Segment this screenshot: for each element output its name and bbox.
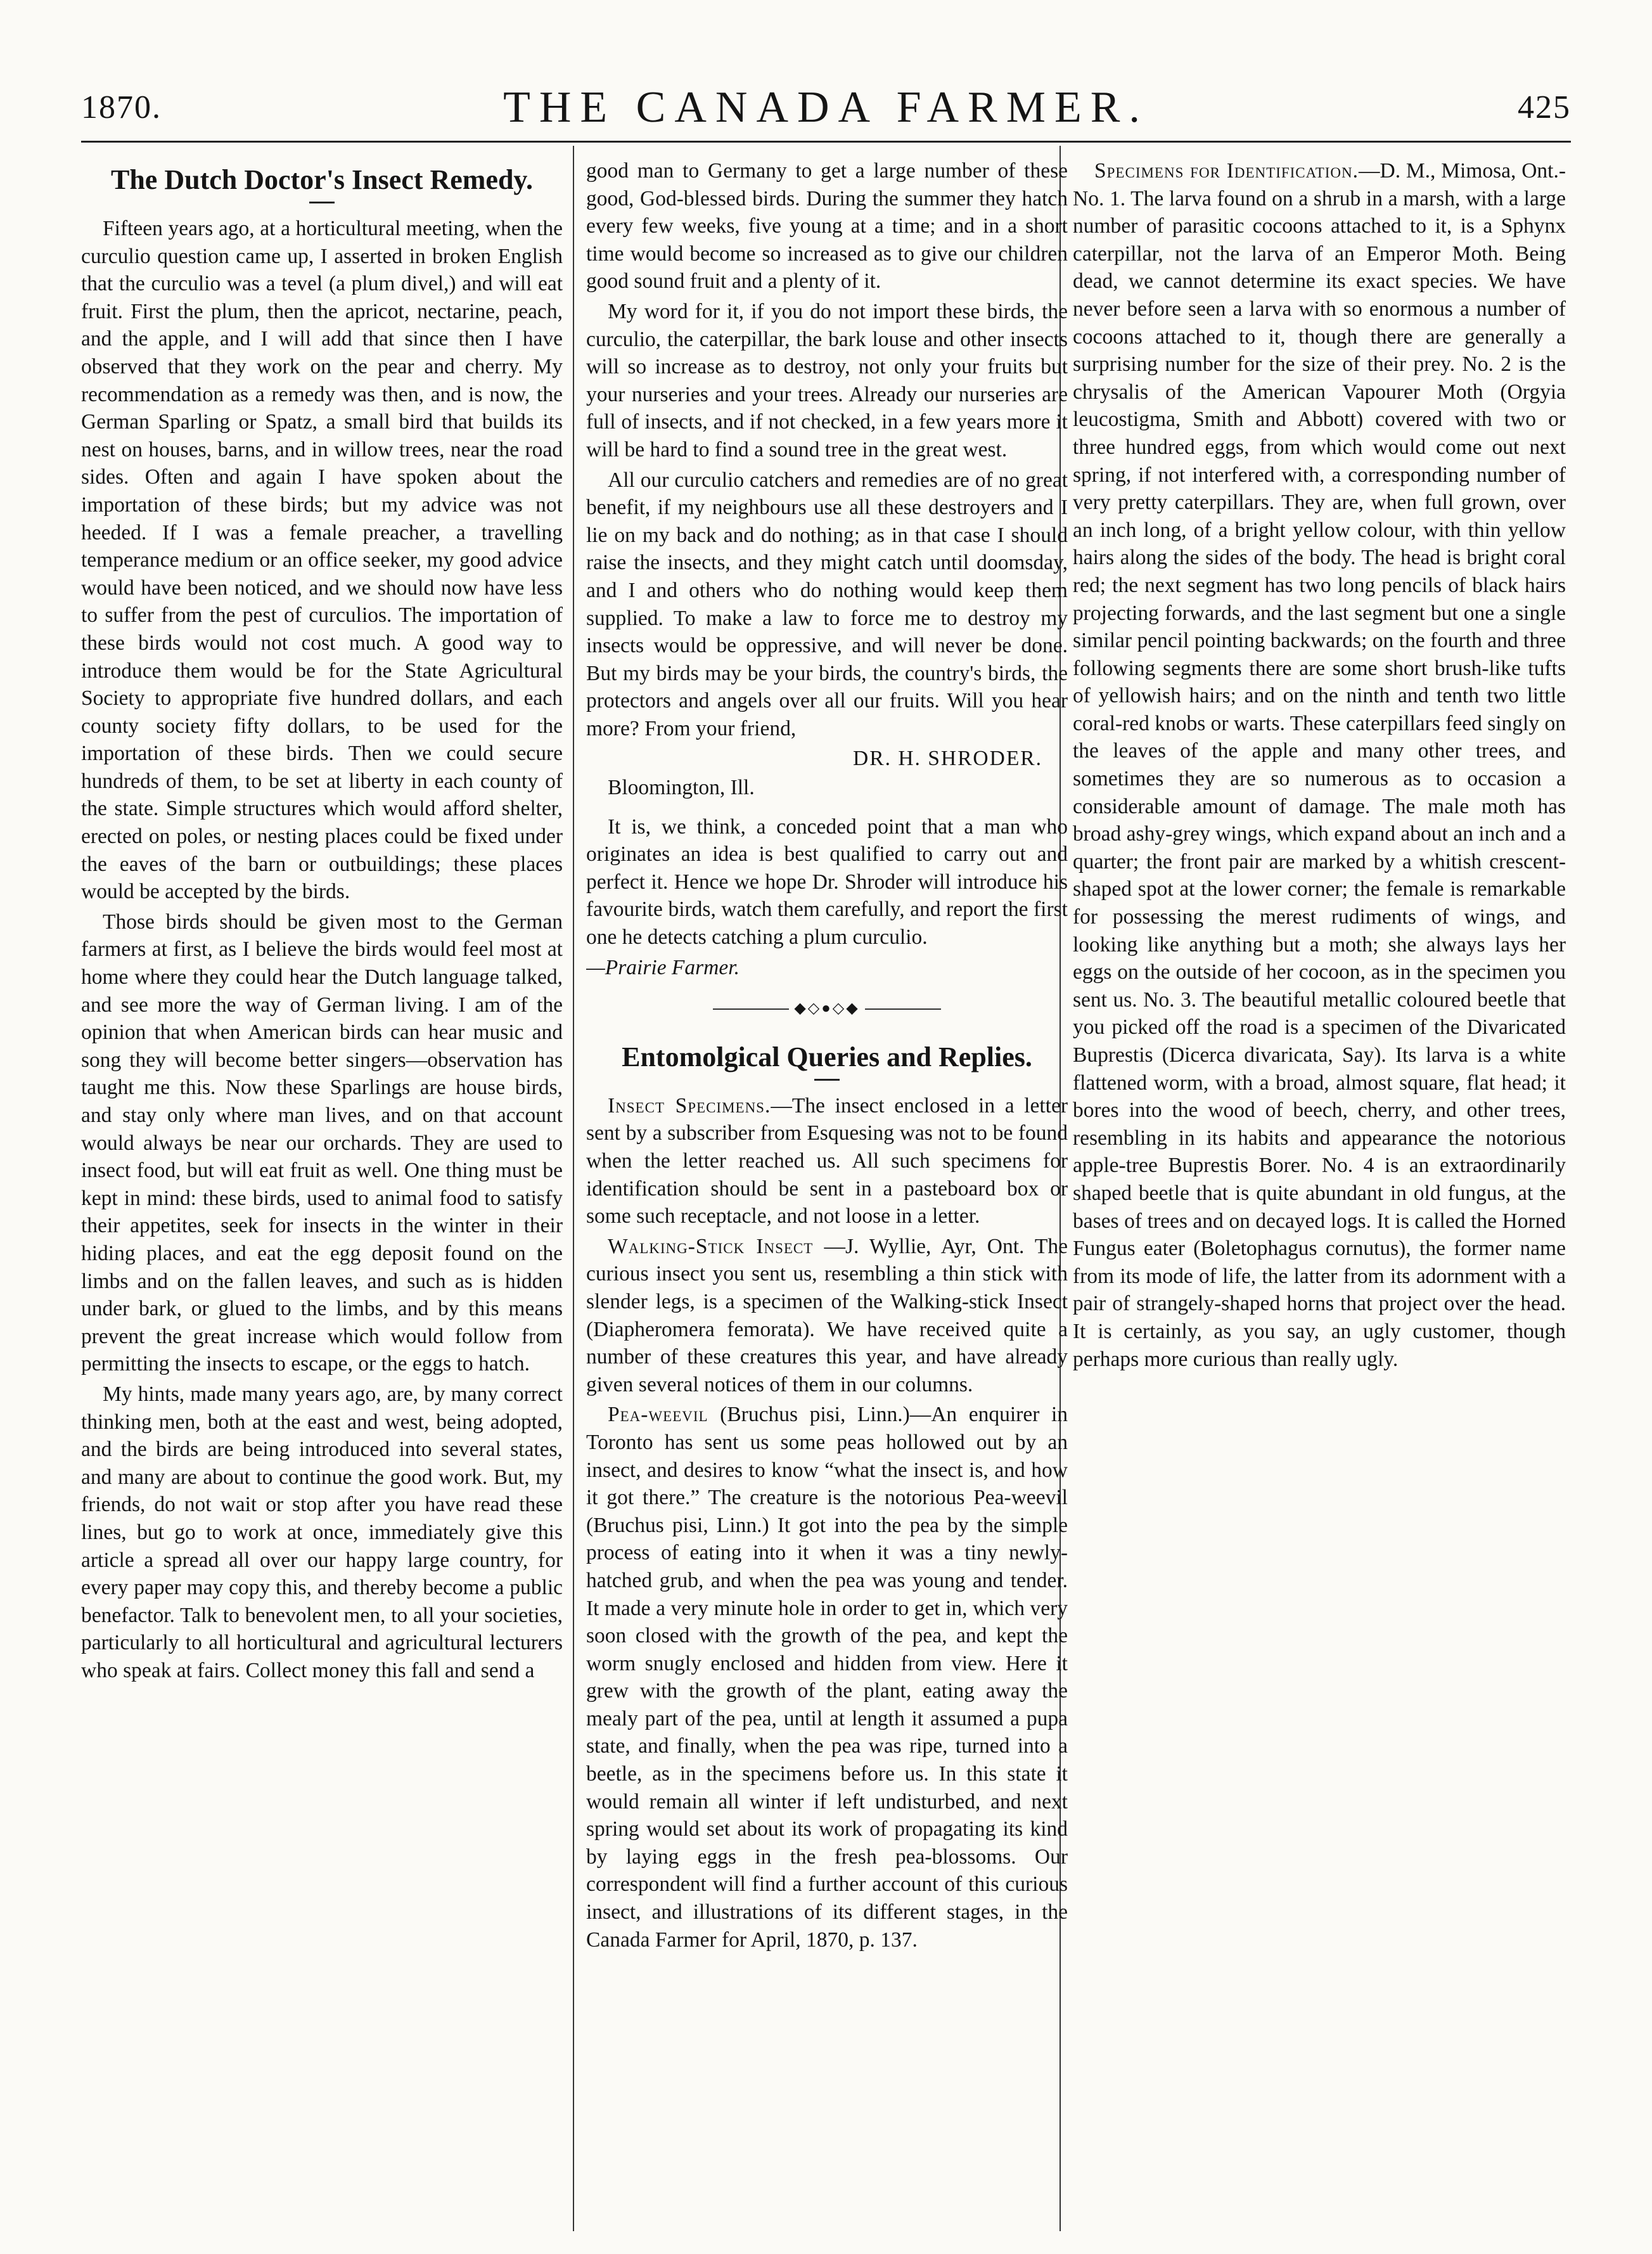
query-entry bbox=[1073, 157, 1566, 1373]
column-2 bbox=[586, 157, 1068, 2217]
column-divider bbox=[573, 146, 574, 2231]
article-title-dutch-doctor: The Dutch Doctor's Insect Remedy. bbox=[110, 164, 534, 195]
entry-text: (Bruchus pisi, Linn.)—An enquirer in Toronto has sent us some peas hollowed out by an insect, and desires to know “what the insect is, and how it got there.” The creature is the notorious Pea-weevil (Bruchus pisi, Linn.) It got into the pea by the simple process of eating into it when it was a tiny newly-hatched grub, and when the pea was young and tender. It made a very minute hole in order to get in, which very soon closed with the growth of the pea, and kept the worm snugly enclosed and hidden from view. Here it grew with the growth of the plant, eating away the mealy part of the pea, until at length it assumed a pupa state, and finally, when the pea was ripe, turned into a beetle, as in the specimens before us. In this state it would remain all winter if left undisturbed, and next spring would set about its work of propagating its kind by laying eggs in the fresh pea-blossoms. Our correspondent will find a further account of this curious insect, and illustrations of its different stages, in the Canada Farmer for April, 1870, p. 137. bbox=[586, 1403, 1068, 1952]
article-title-entomological: Entomolgical Queries and Replies. bbox=[622, 1041, 1032, 1072]
header-rule bbox=[81, 141, 1571, 143]
header-year: 1870. bbox=[81, 89, 162, 126]
author-location: Bloomington, Ill. bbox=[608, 776, 755, 800]
entry-text: —The insect enclosed in a letter sent by a subscriber from Esquesing was not to be found when the letter reached us. All such specimens for identification should be sent in a pasteboard box or some such receptacle, and not loose in a letter. bbox=[586, 1093, 1068, 1228]
column-3 bbox=[1073, 157, 1566, 2217]
article-paragraph: All our curculio catchers and remedies are of no great benefit, if my neighbours use all these destroyers and I lie on my back and do nothing; as in that case I should raise the insects, and they might catch until doomsday, and I and others who do nothing would keep them supplied. To make a law to force me to destroy my insects would be oppressive, and will never be done. But my birds may be your birds, the country's birds, the protectors and angels over all our fruits. Will you hear more? From your friend, bbox=[586, 468, 1068, 740]
title-dash bbox=[309, 202, 335, 203]
source-attribution bbox=[586, 954, 1068, 982]
entry-lead: Walking-Stick Insect bbox=[608, 1234, 814, 1258]
editorial-comment: It is, we think, a conceded point that a man who originates an idea is best qualified to carry out and perfect it. Hence we hope Dr. Shroder will introduce his favourite birds, watch them carefully, and report the first one he detects catching a plum curculio. bbox=[586, 815, 1068, 950]
query-entry bbox=[586, 1092, 1068, 1230]
article-paragraph: good man to Germany to get a large number of these good, God-blessed birds. During the summer they hatch every few weeks, five young at a time; and in a short time would become so increased as to give our children good sound fruit and a plenty of it. bbox=[586, 159, 1068, 293]
entry-lead: Specimens for Identification. bbox=[1094, 159, 1359, 183]
article-paragraph: My hints, made many years ago, are, by many correct thinking men, both at the east and west, being adopted, and the birds are being introduced into several states, and many are about to continue the good work. But, my friends, do not wait or stop after you have read these lines, but go to work at once, immediately give this article a spread all over our happy large country, for every paper may copy this, and thereby become a public benefactor. Talk to benevolent men, to all your societies, particularly to all horticultural and agricultural lecturers who speak at fairs. Collect money this fall and send a bbox=[81, 1382, 563, 1682]
query-entry bbox=[586, 1233, 1068, 1399]
entry-text: —D. M., Mimosa, Ont.- No. 1. The larva found on a shrub in a marsh, with a large number of parasitic cocoons attached to it, is a Sphynx caterpillar, not the larva of an Emperor Moth. Being dead, we cannot determine its exact species. We have never before seen a larva with so enormous a number of cocoons attached to it, though there are generally a surprising number for the size of their prey. No. 2 is the chrysalis of the American Vapourer Moth (Orgyia leucostigma, Smith and Abbott) covered with two or three hundred eggs, from which would come out next spring, if not interfered with, a corresponding number of very pretty caterpillars. They are, when full grown, over an inch long, of a bright yellow colour, with thin yellow hairs along the sides of the body. The head is bright coral red; the next segment has two long pencils of black hairs projecting forwards, and the last segment but one a single similar pencil pointing backwards; on the fourth and three following segments there are some short brush-like tufts of yellowish hairs; and on the ninth and tenth two little coral-red knobs or warts. These caterpillars feed singly on the leaves of the apple and many other trees, and sometimes they are so numerous as to occasion a considerable amount of damage. The male moth has broad ashy-grey wings, which expand about an inch and a quarter; the front pair are marked by a whitish crescent-shaped spot at the lower corner; the female is remarkable for possessing the merest rudiments of wings, and looking like anything but a moth; she always lays her eggs on the outside of her cocoon, as in the specimen you sent us. No. 3. The beautiful metallic coloured beetle that you picked off the road is a specimen of the Divaricated Buprestis (Dicerca divaricata, Say). Its larva is a white flattened worm, with a broad, almost square, flat head; it bores into the wood of beech, cherry, and other trees, resembling in its habits and appearance the notorious apple-tree Buprestis Borer. No. 4 is an extraordinarily shaped beetle that is quite abundant in old fungus, at the bases of trees and on decayed logs. It is called the Horned Fungus eater (Boletophagus cornutus), the former name from its mode of life, the latter from its adornment with a pair of strangely-shaped horns that project over the head. It is certainly, as you say, an ugly customer, though perhaps more curious than really ugly. bbox=[1073, 159, 1566, 1371]
page-header bbox=[81, 82, 1571, 139]
entry-text: —J. Wyllie, Ayr, Ont. The curious insect you sent us, resembling a thin stick with slender legs, is a specimen of the Walking-stick Insect (Diapheromera femorata). We have received quite a number of these creatures this year, and have already given several notices of them in our columns. bbox=[586, 1234, 1068, 1396]
column-1 bbox=[81, 157, 563, 2217]
article-paragraph: Those birds should be given most to the German farmers at first, as I believe the birds would feel most at home where they could hear the Dutch language talked, and see more the way of German living. I am of the opinion that when American birds can hear music and song they will become better singers—observation has taught me this. Now these Sparlings are house birds, and stay only where man lives, and on that account would always be near our orchards. They are used to insect food, but will eat fruit as well. One thing must be kept in mind: these birds, used to animal food to satisfy their appetites, seek for insects in the winter in their hiding places, and eat the egg deposit found on the limbs and on the fallen leaves, and such as is hidden under bark, or glued to the limbs, and by this means prevent the great increase which would follow from permitting the insects to escape, or the eggs to hatch. bbox=[81, 910, 563, 1376]
query-entry bbox=[586, 1401, 1068, 1954]
article-paragraph: Fifteen years ago, at a horticultural meeting, when the curculio question came up, I asserted in broken English that the curculio was a tevel (a plum divel,) and will eat fruit. First the plum, then the apricot, nectarine, peach, and the apple, and I will add that since then I have observed that they work on the pear and cherry. My recommendation as a remedy was then, and is now, the German Sparling or Spatz, a small bird that builds its nest on houses, barns, and in willow trees, near the road sides. Often and again I have spoken about the importation of these birds; but my advice was not heeded. If I was a female preacher, a travelling temperance medium or an office seeker, my good advice would have been noticed, and we should now have less to suffer from the pest of curculios. The importation of these birds would not cost much. A good way to introduce them would be for the State Agricultural Society to appropriate five hundred dollars, and each county society fifty dollars, to be used for the importation of these birds. Then we could secure hundreds of them, to be set at liberty in each county of the state. Simple structures which would afford shelter, erected on poles, or nesting places could be fixed under the eaves of the barn or outbuildings; these places would be accepted by the birds. bbox=[81, 217, 563, 904]
section-ornament: ◆◇●◇◆ bbox=[586, 995, 1068, 1023]
title-dash bbox=[814, 1079, 840, 1081]
entry-lead: Insect Specimens. bbox=[608, 1093, 771, 1117]
source-text: —Prairie Farmer. bbox=[586, 955, 740, 979]
page-number: 425 bbox=[1518, 89, 1571, 126]
newspaper-title: THE CANADA FARMER. bbox=[503, 83, 1149, 132]
entry-lead: Pea-weevil bbox=[608, 1403, 708, 1427]
author-signature: DR. H. SHRODER. bbox=[853, 747, 1042, 771]
article-paragraph: My word for it, if you do not import these birds, the curculio, the caterpillar, the bark louse and other insects will so increase as to destroy, not only your fruits but your nurseries and your trees. Already our nurseries are full of insects, and if not checked, in a few years more it will be hard to find a sound tree in the great west. bbox=[586, 299, 1068, 461]
